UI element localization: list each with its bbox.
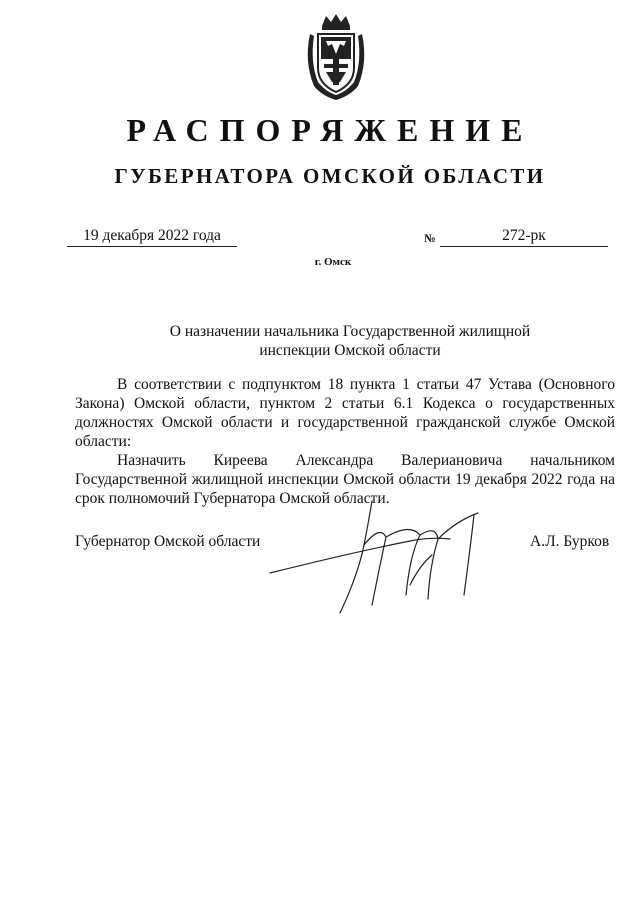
body-paragraph-2: Назначить Киреева Александра Валериановича начальником Государственной жилищной инспекции Омской области 19 декабря 2022 года на срок полномочий Губернатора Омской области. [75, 452, 615, 507]
omsk-coat-of-arms-icon [300, 12, 372, 102]
subject-line-1: О назначении начальника Государственной жилищной [169, 323, 531, 340]
document-subject [100, 322, 600, 360]
subject-line-2: инспекции Омской области [259, 342, 441, 359]
number-label: № [424, 233, 436, 245]
signatory-position: Губернатор Омской области [75, 533, 261, 550]
document-title: РАСПОРЯЖЕНИЕ [126, 112, 534, 148]
document-date: 19 декабря 2022 года [67, 226, 237, 247]
signatory-name: А.Л. Бурков [530, 533, 610, 550]
body-paragraph-1: В соответствии с подпунктом 18 пункта 1 статьи 47 Устава (Основного Закона) Омской области, пунктом 2 статьи 6.1 Кодекса о государственных должностях Омской области и государственной гражданской службе Омской области: [75, 376, 615, 450]
handwritten-signature-icon [260, 495, 500, 620]
document-city: г. Омск [314, 256, 352, 268]
document-body [75, 375, 615, 508]
document-subtitle: ГУБЕРНАТОРА ОМСКОЙ ОБЛАСТИ [114, 164, 546, 188]
document-number: 272-рк [440, 226, 608, 247]
